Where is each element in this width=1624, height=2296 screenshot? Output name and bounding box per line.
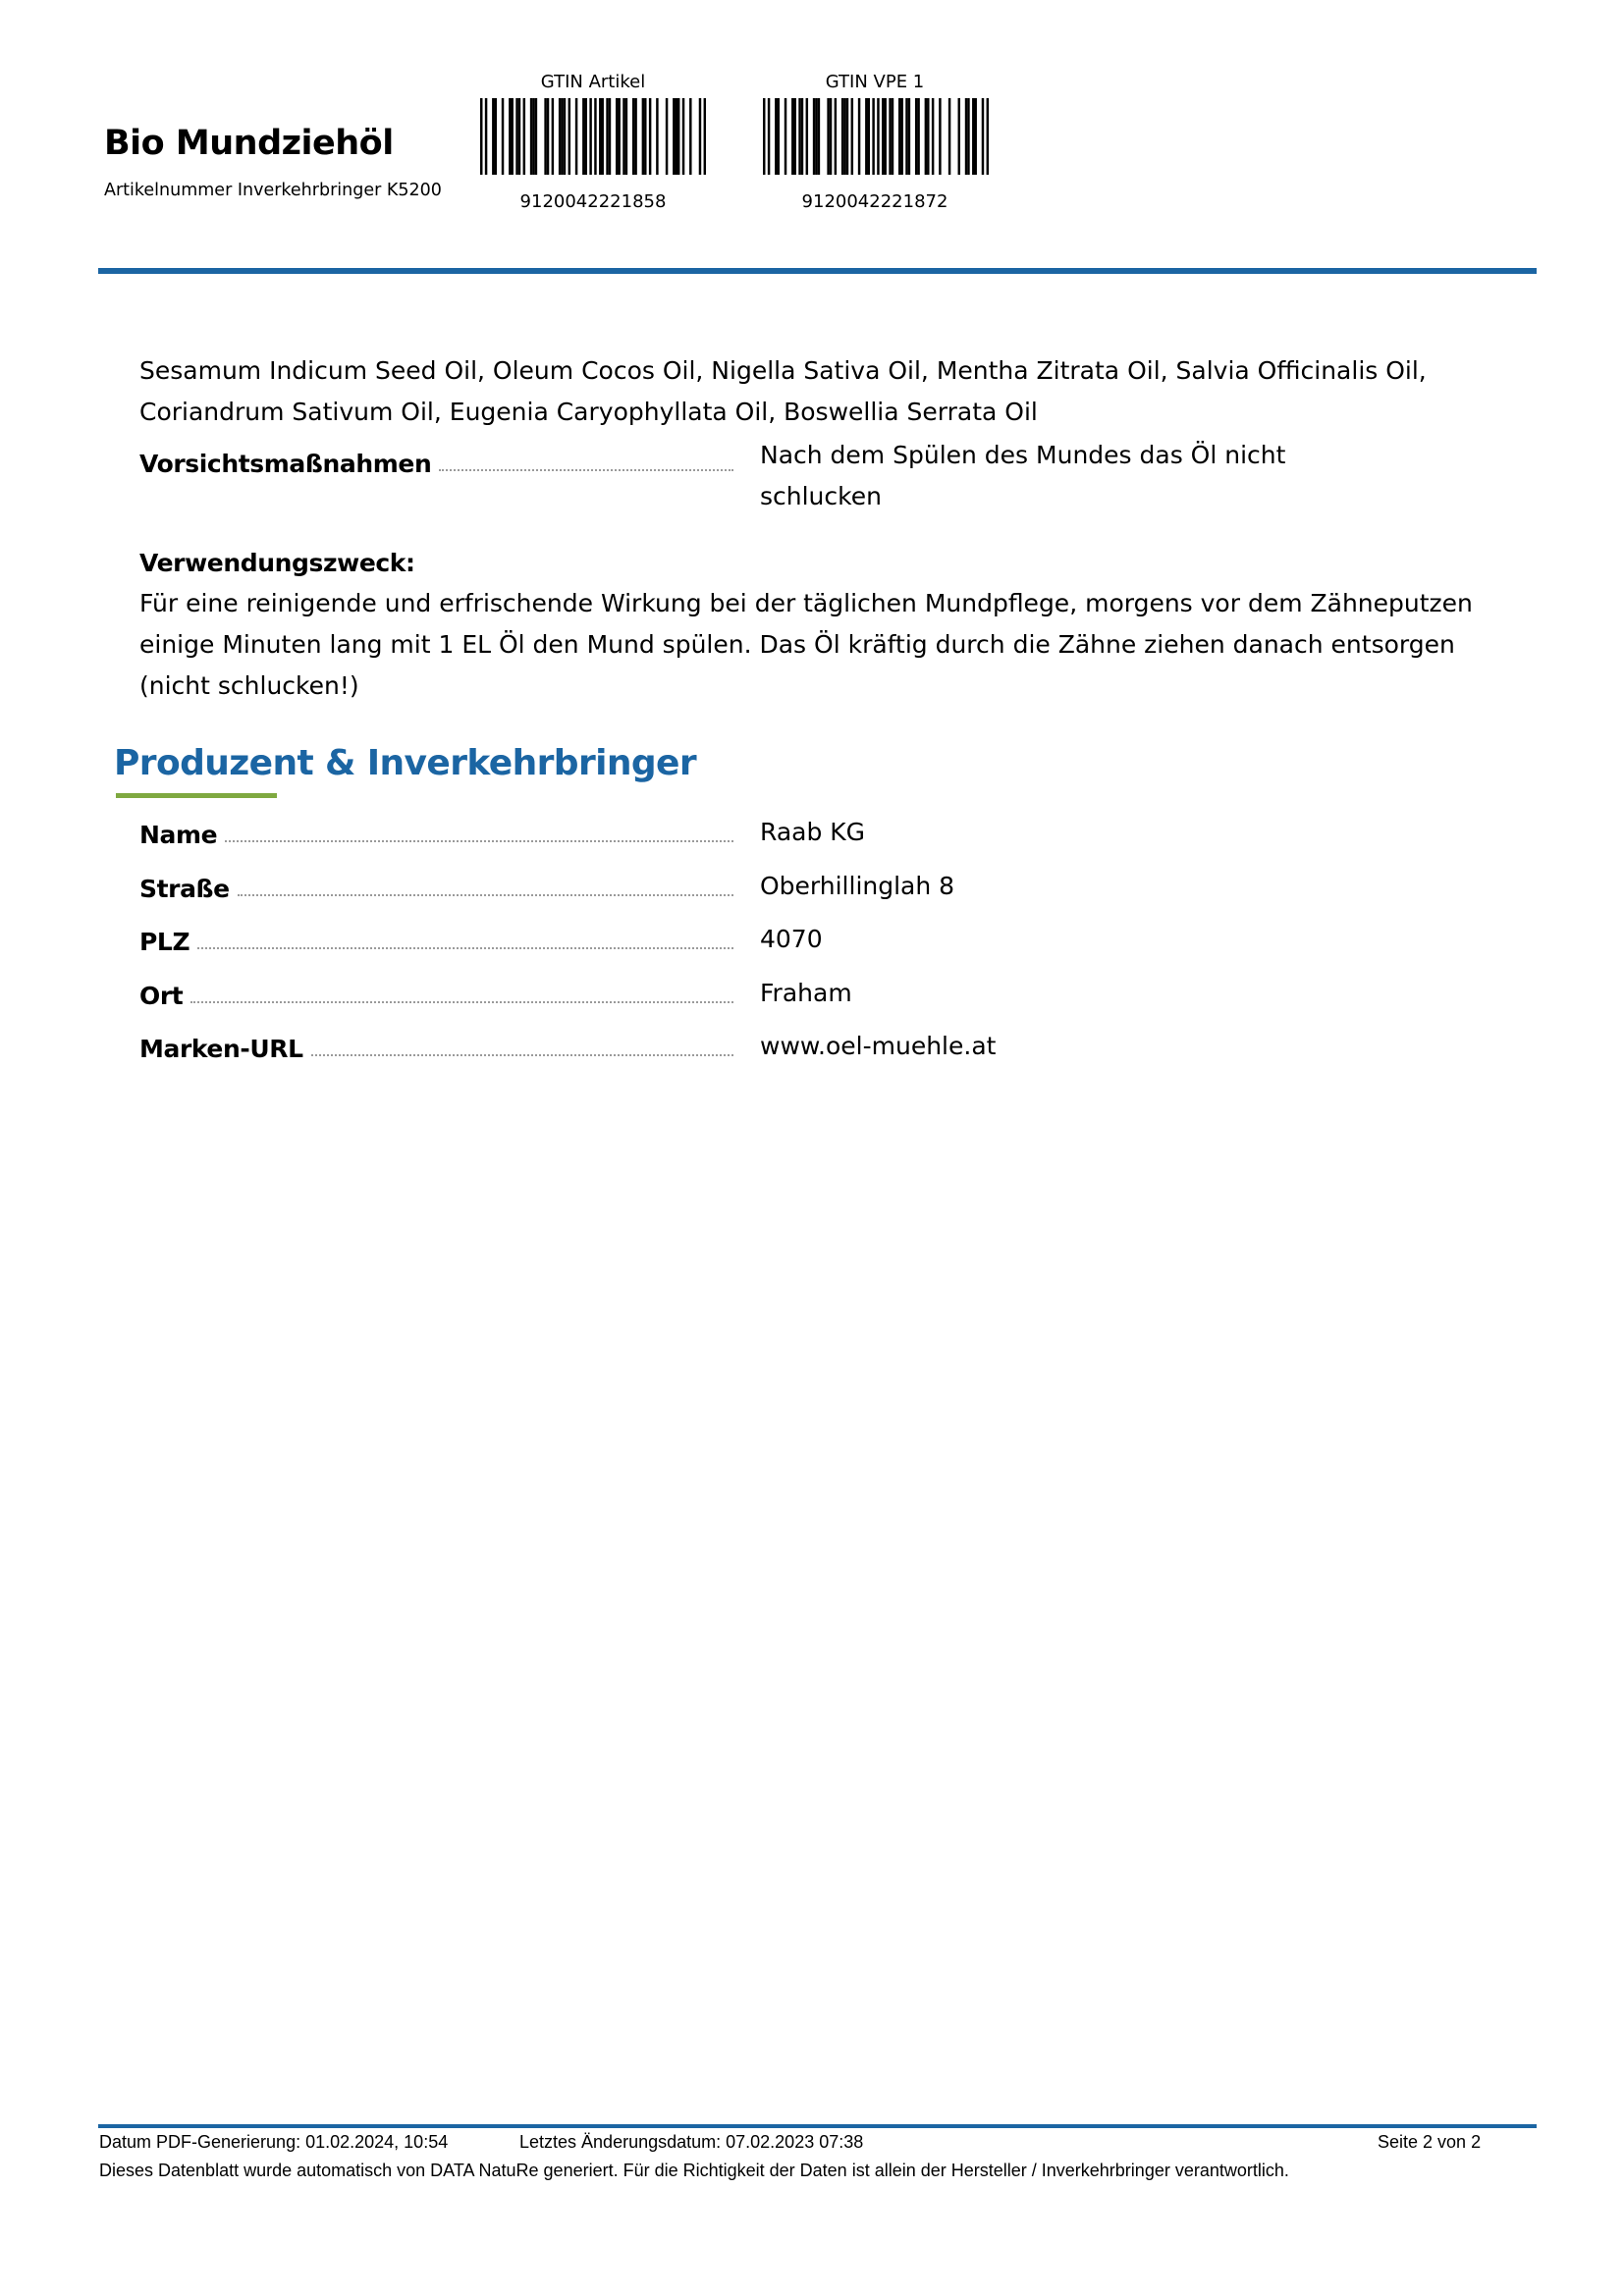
field-label: PLZ — [139, 928, 190, 956]
barcode-bar — [689, 98, 691, 175]
barcode-bar — [623, 98, 624, 175]
header-divider — [98, 268, 1537, 274]
gtin-vpe-number: 9120042221872 — [801, 191, 948, 212]
barcode-bar — [785, 98, 786, 175]
producer-plz-value: 4070 — [760, 925, 823, 953]
precautions-value-line-1: Nach dem Spülen des Mundes das Öl nicht — [760, 441, 1286, 469]
barcode-bar — [868, 98, 870, 175]
usage-line-3: (nicht schlucken!) — [139, 671, 359, 700]
barcode-bar — [599, 98, 601, 175]
field-label: Marken-URL — [139, 1035, 303, 1063]
footer-disclaimer: Dieses Datenblatt wurde automatisch von DATA NatuRe generiert. Für die Richtigkeit der Daten ist allein der Hersteller / Inverkehrbringer verantwortlich. — [99, 2161, 1289, 2180]
field-label: Straße — [139, 875, 230, 903]
dotted-leader — [190, 1000, 733, 1003]
barcode-bar — [564, 98, 566, 175]
barcode-bar — [877, 98, 879, 175]
barcode-bar — [925, 98, 927, 175]
barcode-bar — [676, 98, 677, 175]
barcode-bar — [632, 98, 634, 175]
dotted-leader — [238, 893, 733, 896]
barcode-bar — [601, 98, 603, 175]
barcode-bar — [841, 98, 843, 175]
barcode-bar — [532, 98, 534, 175]
footer-generated-date: Datum PDF-Generierung: 01.02.2024, 10:54 — [99, 2132, 449, 2152]
dotted-leader — [439, 468, 733, 471]
barcode-bar — [575, 98, 577, 175]
ingredients-line-1: Sesamum Indicum Seed Oil, Oleum Cocos Oil, Nigella Sativa Oil, Mentha Zitrata Oil, Salvia Officinalis Oil, — [139, 356, 1427, 385]
ingredients-line-2: Coriandrum Sativum Oil, Eugenia Caryophyllata Oil, Boswellia Serrata Oil — [139, 398, 1038, 426]
barcode-bar — [927, 98, 929, 175]
barcode-bar — [846, 98, 848, 175]
barcode-bar — [682, 98, 684, 175]
barcode-bar — [827, 98, 829, 175]
barcode-bar — [677, 98, 679, 175]
product-title: Bio Mundziehöl — [104, 124, 394, 163]
barcode-bar — [568, 98, 570, 175]
gtin-article-barcode — [480, 98, 706, 175]
producer-field-url — [139, 1029, 733, 1064]
barcode-bar — [763, 98, 765, 175]
barcode-bar — [515, 98, 517, 175]
producer-street-value: Oberhillinglah 8 — [760, 872, 955, 900]
dotted-leader — [197, 946, 733, 949]
footer-page-number: Seite 2 von 2 — [1378, 2132, 1482, 2152]
barcode-bar — [495, 98, 497, 175]
barcode-bar — [523, 98, 525, 175]
barcode-bar — [958, 98, 960, 175]
barcode-bar — [965, 98, 967, 175]
producer-field-plz — [139, 922, 733, 957]
barcode-bar — [552, 98, 554, 175]
field-label: Ort — [139, 982, 184, 1010]
barcode-bar — [642, 98, 644, 175]
barcode-bar — [582, 98, 584, 175]
barcode-bar — [818, 98, 820, 175]
barcode-bar — [480, 98, 482, 175]
barcode-bar — [801, 98, 803, 175]
producer-field-city — [139, 976, 733, 1011]
barcode-bar — [798, 98, 800, 175]
section-underline — [116, 793, 277, 798]
precautions-value-line-2: schlucken — [760, 482, 882, 510]
barcode-bar — [835, 98, 837, 175]
barcode-bar — [900, 98, 902, 175]
barcode-bar — [793, 98, 795, 175]
barcode-bar — [609, 98, 611, 175]
barcode-bar — [813, 98, 815, 175]
barcode-bar — [634, 98, 636, 175]
producer-section-title: Produzent & Inverkehrbringer — [114, 743, 697, 783]
barcode-bar — [905, 98, 907, 175]
barcode-bar — [644, 98, 646, 175]
barcode-bar — [606, 98, 608, 175]
barcode-bar — [858, 98, 860, 175]
barcode-bar — [917, 98, 919, 175]
barcode-bar — [892, 98, 893, 175]
barcode-bar — [625, 98, 627, 175]
barcode-bar — [589, 98, 591, 175]
barcode-bar — [544, 98, 546, 175]
barcode-bar — [502, 98, 504, 175]
barcode-bar — [884, 98, 886, 175]
barcode-bar — [843, 98, 845, 175]
barcode-bar — [673, 98, 675, 175]
barcode-bar — [535, 98, 537, 175]
usage-label: Verwendungszweck: — [139, 549, 415, 577]
barcode-bar — [851, 98, 853, 175]
dotted-leader — [225, 839, 733, 842]
usage-line-1: Für eine reinigende und erfrischende Wirkung bei der täglichen Mundpflege, morgens vor dem Zähneputzen — [139, 589, 1473, 617]
gtin-vpe-barcode — [763, 98, 989, 175]
barcode-bar — [889, 98, 891, 175]
barcode-bar — [915, 98, 917, 175]
barcode-bar — [559, 98, 561, 175]
producer-name-value: Raab KG — [760, 818, 866, 846]
barcode-bar — [872, 98, 874, 175]
barcode-bar — [791, 98, 793, 175]
gtin-article-number: 9120042221858 — [519, 191, 667, 212]
gtin-vpe-label: GTIN VPE 1 — [825, 72, 925, 92]
barcode-bar — [594, 98, 596, 175]
barcode-bar — [982, 98, 984, 175]
barcode-bar — [898, 98, 900, 175]
barcode-bar — [511, 98, 513, 175]
producer-field-name — [139, 815, 733, 850]
barcode-bar — [704, 98, 706, 175]
barcode-bar — [618, 98, 620, 175]
barcode-bar — [649, 98, 651, 175]
footer-changed-date: Letztes Änderungsdatum: 07.02.2023 07:38 — [519, 2132, 864, 2152]
barcode-bar — [865, 98, 867, 175]
barcode-bar — [492, 98, 494, 175]
barcode-bar — [656, 98, 658, 175]
barcode-bar — [778, 98, 780, 175]
barcode-bar — [699, 98, 701, 175]
article-number: Artikelnummer Inverkehrbringer K5200 — [104, 181, 442, 200]
barcode-bar — [518, 98, 520, 175]
barcode-bar — [967, 98, 969, 175]
barcode-bar — [948, 98, 950, 175]
barcode-bar — [908, 98, 910, 175]
producer-city-value: Fraham — [760, 979, 852, 1007]
producer-url-value[interactable]: www.oel-muehle.at — [760, 1032, 997, 1060]
barcode-bar — [932, 98, 934, 175]
barcode-bar — [987, 98, 989, 175]
dotted-leader — [311, 1053, 733, 1056]
barcode-bar — [882, 98, 884, 175]
barcode-bar — [939, 98, 941, 175]
barcode-bar — [830, 98, 832, 175]
barcode-bar — [485, 98, 487, 175]
barcode-bar — [616, 98, 618, 175]
barcode-bar — [775, 98, 777, 175]
gtin-article-label: GTIN Artikel — [540, 72, 646, 92]
field-label: Name — [139, 821, 218, 849]
barcode-bar — [666, 98, 668, 175]
barcode-bar — [768, 98, 770, 175]
precautions-row — [139, 444, 733, 479]
barcode-bar — [974, 98, 976, 175]
barcode-bar — [509, 98, 511, 175]
barcode-bar — [530, 98, 532, 175]
producer-field-street — [139, 869, 733, 904]
usage-line-2: einige Minuten lang mit 1 EL Öl den Mund spülen. Das Öl kräftig durch die Zähne ziehen danach entsorgen — [139, 630, 1455, 659]
barcode-bar — [815, 98, 817, 175]
barcode-bar — [972, 98, 974, 175]
barcode-bar — [806, 98, 808, 175]
precautions-label: Vorsichtsmaßnahmen — [139, 450, 432, 478]
footer-divider — [98, 2124, 1537, 2128]
barcode-bar — [547, 98, 549, 175]
barcode-bar — [561, 98, 563, 175]
barcode-bar — [585, 98, 587, 175]
